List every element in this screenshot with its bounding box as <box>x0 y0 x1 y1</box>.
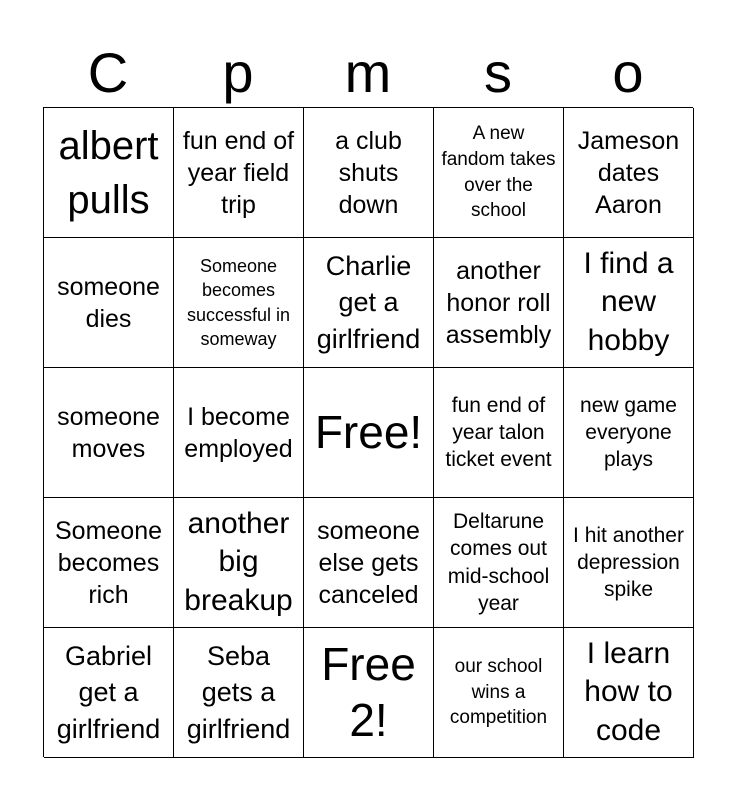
bingo-cell[interactable] <box>44 628 174 758</box>
header-letter-4: s <box>484 41 512 104</box>
cell-text: a club shuts down <box>335 126 402 219</box>
bingo-cell[interactable] <box>174 368 304 498</box>
bingo-board <box>43 107 693 757</box>
bingo-cell[interactable] <box>174 628 304 758</box>
free-space-2[interactable] <box>304 628 434 758</box>
cell-text: I find a new hobby <box>583 246 674 357</box>
cell-text: Gabriel get a girlfriend <box>56 640 161 744</box>
cell-text: I become employed <box>184 402 293 463</box>
cell-text: another honor roll assembly <box>445 256 552 349</box>
cell-text: new game everyone plays <box>580 393 677 472</box>
cell-text: I hit another depression spike <box>573 523 684 602</box>
bingo-cell[interactable] <box>434 498 564 628</box>
cell-text: A new fandom takes over the school <box>441 123 556 222</box>
header-letter-5: o <box>612 41 644 104</box>
bingo-cell[interactable] <box>434 108 564 238</box>
cell-text: Jameson dates Aaron <box>577 126 680 219</box>
cell-text: someone dies <box>57 272 160 333</box>
cell-text: someone moves <box>57 402 160 463</box>
header-letter-2: p <box>222 41 254 104</box>
bingo-cell[interactable] <box>174 238 304 368</box>
bingo-cell[interactable] <box>304 498 434 628</box>
cell-text: Deltarune comes out mid-school year <box>447 509 550 615</box>
bingo-cell[interactable] <box>44 108 174 238</box>
free-space[interactable] <box>304 368 434 498</box>
free-space-2-text: Free 2! <box>321 638 416 746</box>
bingo-cell[interactable] <box>564 368 694 498</box>
bingo-cell[interactable] <box>434 368 564 498</box>
header-letter-1: C <box>87 41 129 104</box>
bingo-cell[interactable] <box>44 368 174 498</box>
free-space-text: Free! <box>314 405 423 458</box>
bingo-cell[interactable] <box>174 498 304 628</box>
cell-text: Someone becomes rich <box>54 516 163 609</box>
cell-text: I learn how to code <box>584 636 673 747</box>
cell-text: Seba gets a girlfriend <box>186 640 291 744</box>
bingo-cell[interactable] <box>564 498 694 628</box>
bingo-cell[interactable] <box>304 108 434 238</box>
bingo-cell[interactable] <box>304 238 434 368</box>
cell-text: someone else gets canceled <box>317 516 420 609</box>
header-letter-3: m <box>344 41 392 104</box>
bingo-cell[interactable] <box>44 498 174 628</box>
bingo-cell[interactable] <box>564 238 694 368</box>
cell-text: fun end of year talon ticket event <box>445 393 552 472</box>
cell-text: fun end of year field trip <box>182 126 295 219</box>
bingo-cell[interactable] <box>434 238 564 368</box>
bingo-cell[interactable] <box>174 108 304 238</box>
bingo-cell[interactable] <box>434 628 564 758</box>
cell-text: Someone becomes successful in someway <box>186 255 291 349</box>
cell-text: our school wins a competition <box>449 656 548 729</box>
bingo-cell[interactable] <box>564 628 694 758</box>
bingo-cell[interactable] <box>564 108 694 238</box>
bingo-cell[interactable] <box>44 238 174 368</box>
bingo-header <box>43 40 693 106</box>
cell-text: Charlie get a girlfriend <box>316 250 421 354</box>
cell-text: another big breakup <box>184 506 293 617</box>
cell-text: albert pulls <box>58 123 159 222</box>
